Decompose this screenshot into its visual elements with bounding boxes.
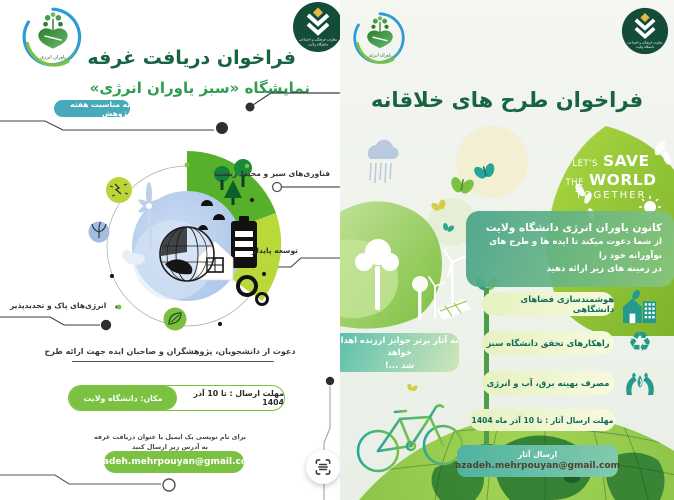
prize-line1: به آثار برتر جوایز ارزنده اهدا خواهد bbox=[340, 334, 459, 358]
recycle-icon: ♻ bbox=[627, 326, 653, 358]
intro-line2: از شما دعوت میکند تا ایده ها و طرح های نوآورانه خود را bbox=[489, 237, 662, 261]
submission-email-box[interactable] bbox=[457, 445, 618, 477]
registration-note-line1: برای نام نویسی یک ایمیل با عنوان دریافت غرفه bbox=[93, 433, 247, 442]
university-name-text: دانشگاه ولایت bbox=[307, 42, 329, 47]
university-logo-right bbox=[621, 7, 669, 55]
submit-works-label: ارسال آثار bbox=[517, 449, 558, 459]
submission-deadline-pill: مهلت ارسال آثار : تا 10 آذر ماه 1404 bbox=[470, 409, 615, 431]
energy-club-logo-right bbox=[352, 10, 408, 66]
label-green-technologies: فناوری‌های سبز و محیط زیست bbox=[214, 169, 330, 178]
topic-optimal-consumption: مصرف بهینه برق، آب و انرژی bbox=[482, 371, 614, 395]
creative-ideas-poster bbox=[340, 0, 674, 500]
booth-poster-title: فراخوان دریافت غرفه bbox=[87, 46, 296, 69]
slogan-together: TOGETHER bbox=[575, 189, 647, 201]
booth-poster-subtitle: نمایشگاه «سبز یاوران انرژی» bbox=[89, 79, 310, 98]
prize-line2: شد ...! bbox=[384, 359, 415, 370]
intro-line3: در زمینه های زیر ارائه دهید bbox=[546, 263, 662, 274]
creative-poster-title: فراخوان طرح های خلاقانه bbox=[370, 88, 644, 113]
location-segment: مکان: دانشگاه ولایت bbox=[69, 386, 177, 410]
intro-line1: کانون یاوران انرژی دانشگاه ولایت bbox=[485, 222, 662, 234]
deadline-segment: مهلت ارسال : تا 10 آذر 1404 bbox=[193, 389, 284, 407]
hands-saving-water-icon bbox=[620, 362, 660, 398]
invitation-underline bbox=[72, 361, 274, 362]
label-clean-energy: انرژی‌های پاک و تجدیدپذیر bbox=[10, 301, 107, 310]
contact-email-pill[interactable]: azadeh.mehrpouyan@gmail.com bbox=[104, 451, 244, 473]
smart-campus-icon bbox=[620, 289, 660, 325]
university-dept-text: معاونت فرهنگی و اجتماعی bbox=[298, 37, 338, 42]
slogan-world: WORLD bbox=[589, 170, 657, 189]
submission-email-address[interactable]: azadeh.mehrpouyan@gmail.com bbox=[455, 460, 620, 471]
registration-note-line2: به آدرس زیر ارسال کنید bbox=[132, 443, 208, 452]
university-logo-icon bbox=[621, 7, 669, 55]
scan-text-icon bbox=[313, 457, 333, 477]
invitation-text: دعوت از دانشجویان، پژوهشگران و صاحبان ایده جهت ارائه طرح bbox=[44, 347, 296, 356]
deadline-location-box bbox=[68, 385, 285, 411]
university-dept-text: معاونت فرهنگی و اجتماعی bbox=[627, 40, 663, 45]
label-sustainable-development: توسعه پایدار bbox=[252, 246, 298, 255]
club-logo-text: یاوران انرژی bbox=[368, 53, 392, 59]
slogan-the: THE bbox=[565, 177, 584, 188]
rain-cloud-icon bbox=[368, 140, 399, 183]
club-logo-text: یاوران انرژی bbox=[40, 54, 66, 61]
slogan-lets: LET'S bbox=[572, 159, 598, 169]
intro-text-box bbox=[466, 211, 674, 287]
slogan-save: SAVE bbox=[602, 152, 650, 170]
university-name-text: دانشگاه ولایت bbox=[635, 45, 655, 50]
topic-smart-campus: هوشمندسازی فضاهای دانشگاهی bbox=[482, 292, 614, 316]
topic-green-university: راهکارهای تحقق دانشگاه سبز bbox=[482, 331, 614, 355]
save-the-world-slogan bbox=[555, 152, 667, 201]
energy-club-logo-icon bbox=[352, 10, 408, 66]
research-week-badge: به مناسبت هفته پژوهش bbox=[54, 100, 130, 117]
scan-text-button[interactable] bbox=[306, 450, 340, 484]
bicycle-icon bbox=[348, 388, 468, 483]
prize-announcement-box bbox=[340, 333, 459, 372]
